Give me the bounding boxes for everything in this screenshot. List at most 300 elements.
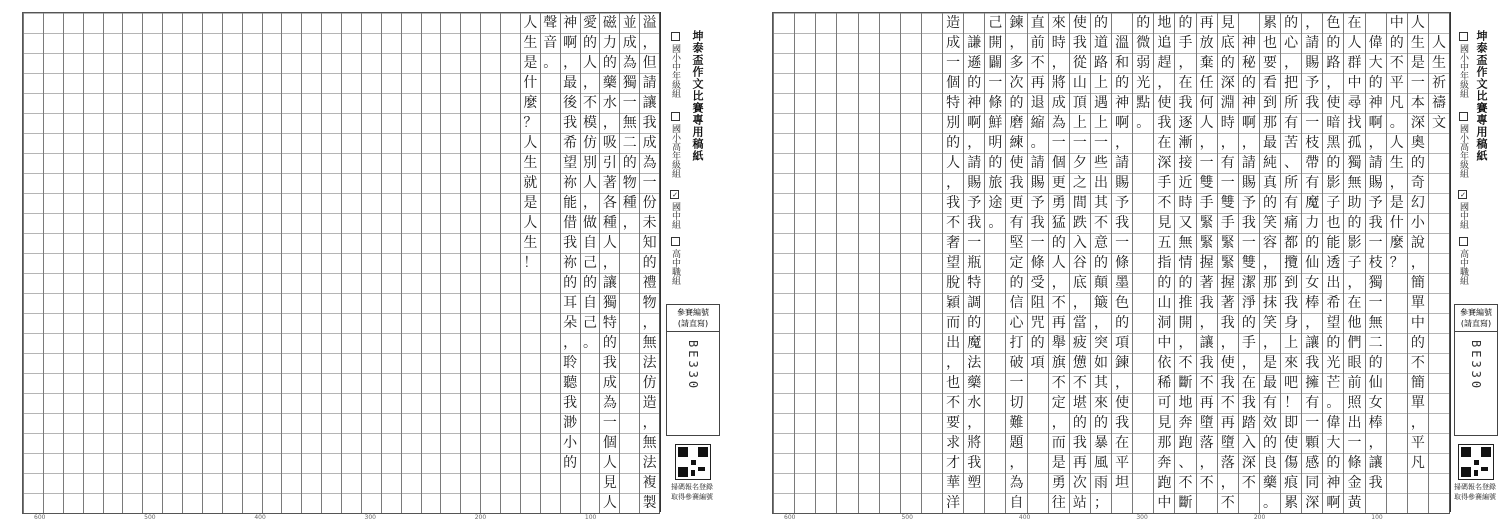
essay-char: 的 — [1178, 15, 1193, 31]
grid-cell — [342, 353, 361, 373]
grid-cell — [774, 253, 794, 273]
essay-char: ， — [1284, 55, 1299, 71]
grid-cell — [774, 293, 794, 313]
essay-char: 。 — [1389, 115, 1404, 131]
grid-cell — [837, 433, 857, 453]
essay-char: ， — [622, 215, 637, 231]
essay-char: 本 — [1410, 95, 1425, 111]
grid-cell — [461, 373, 480, 393]
essay-char: 風 — [1093, 455, 1108, 471]
grid-cell — [422, 413, 441, 433]
option-junior-high[interactable]: ✓國中組 — [670, 191, 680, 229]
grid-cell — [223, 413, 242, 433]
grid-cell — [302, 493, 321, 513]
grid-cell — [84, 493, 103, 513]
grid-cell — [84, 473, 103, 493]
grid-cell — [183, 433, 202, 453]
essay-char: 使 — [1326, 95, 1341, 111]
grid-cell — [163, 493, 182, 513]
essay-char: 啊 — [1241, 115, 1256, 131]
grid-cell — [243, 273, 262, 293]
grid-cell — [922, 293, 942, 313]
grid-cell — [816, 413, 836, 433]
essay-char: 些 — [1093, 155, 1108, 171]
essay-char: 人 — [1389, 135, 1404, 151]
form-sidebar — [660, 12, 723, 512]
grid-cell — [143, 413, 162, 433]
essay-char: 子 — [1347, 255, 1362, 271]
grid-cell — [203, 313, 222, 333]
essay-char: 的 — [1115, 75, 1130, 91]
option-senior-high[interactable]: 高中職組 — [1457, 237, 1470, 285]
grid-cell — [302, 233, 321, 253]
grid-cell — [243, 13, 262, 33]
essay-char: 推 — [1178, 295, 1193, 311]
essay-char: 我 — [1030, 215, 1045, 231]
grid-cell — [223, 193, 242, 213]
grid-cell — [362, 113, 381, 133]
essay-char: 大 — [1368, 55, 1383, 71]
essay-char: 祈 — [1431, 75, 1446, 91]
grid-cell — [322, 173, 341, 193]
grid-cell — [620, 253, 639, 273]
grid-cell — [322, 253, 341, 273]
essay-char: 的 — [602, 55, 617, 71]
grid-cell — [382, 153, 401, 173]
grid-cell — [964, 13, 984, 33]
essay-char: 看 — [1262, 75, 1277, 91]
manuscript-column — [1153, 13, 1174, 513]
essay-char: 偉 — [1368, 35, 1383, 51]
essay-char: 有 — [1305, 175, 1320, 191]
essay-char: 夕 — [1072, 155, 1087, 171]
grid-cell — [342, 93, 361, 113]
essay-char: 的 — [1326, 155, 1341, 171]
grid-cell — [880, 113, 900, 133]
grid-cell — [243, 393, 262, 413]
grid-cell — [461, 13, 480, 33]
grid-cell — [1133, 493, 1153, 513]
essay-char: 深 — [1241, 455, 1256, 471]
grid-cell — [24, 413, 43, 433]
essay-char: 在 — [1115, 435, 1130, 451]
essay-char: 落 — [1220, 455, 1235, 471]
essay-char: 再 — [1072, 455, 1087, 471]
grid-cell — [880, 393, 900, 413]
essay-char: 前 — [1347, 375, 1362, 391]
grid-cell — [342, 433, 361, 453]
grid-cell — [282, 433, 301, 453]
grid-cell — [816, 433, 836, 453]
grid-cell — [84, 373, 103, 393]
grid-cell — [163, 253, 182, 273]
essay-char: 我 — [563, 395, 578, 411]
essay-char: 但 — [642, 55, 657, 71]
essay-char: 的 — [1368, 75, 1383, 91]
essay-char: 我 — [1284, 295, 1299, 311]
grid-cell — [901, 73, 921, 93]
essay-char: 一 — [1199, 155, 1214, 171]
grid-cell — [901, 293, 921, 313]
grid-cell — [922, 13, 942, 33]
grid-cell — [282, 413, 301, 433]
grid-cell — [24, 213, 43, 233]
grid-cell — [84, 253, 103, 273]
essay-char: 種 — [622, 195, 637, 211]
option-elementary-upper[interactable]: 國小高年級組 — [1457, 112, 1470, 178]
grid-cell — [837, 13, 857, 33]
option-elementary-middle[interactable]: 國小中年級組 — [669, 32, 682, 98]
grid-cell — [402, 233, 421, 253]
option-senior-high[interactable]: 高中職組 — [669, 237, 682, 285]
grid-cell — [302, 153, 321, 173]
grid-cell — [382, 73, 401, 93]
grid-cell — [243, 233, 262, 253]
essay-char: 奇 — [1410, 175, 1425, 191]
grid-cell — [84, 153, 103, 173]
essay-char: 抹 — [1262, 295, 1277, 311]
option-elementary-upper[interactable]: 國小高年級組 — [669, 112, 682, 178]
grid-cell — [1133, 373, 1153, 393]
essay-char: 子 — [1326, 195, 1341, 211]
essay-char: 所 — [1284, 95, 1299, 111]
essay-char: 耳 — [563, 295, 578, 311]
grid-cell — [774, 93, 794, 113]
essay-char: ， — [602, 255, 617, 271]
essay-char: 請 — [1115, 155, 1130, 171]
essay-char: 的 — [1284, 15, 1299, 31]
essay-char: 種 — [602, 215, 617, 231]
grid-cell — [1429, 213, 1449, 233]
essay-char: 弱 — [1136, 55, 1151, 71]
grid-cell — [837, 253, 857, 273]
grid-cell — [837, 213, 857, 233]
essay-char: 予 — [1030, 195, 1045, 211]
grid-cell — [837, 73, 857, 93]
essay-char: 更 — [1009, 195, 1024, 211]
grid-cell — [64, 173, 83, 193]
essay-char: 在 — [1178, 75, 1193, 91]
grid-cell — [1429, 353, 1449, 373]
essay-char: 的 — [1178, 275, 1193, 291]
manuscript-column — [1238, 13, 1259, 513]
grid-cell — [163, 113, 182, 133]
grid-cell — [774, 473, 794, 493]
essay-char: 我 — [1009, 175, 1024, 191]
essay-char: 意 — [1093, 235, 1108, 251]
grid-cell — [422, 153, 441, 173]
grid-cell — [24, 493, 43, 513]
grid-cell — [322, 433, 341, 453]
essay-char: 痛 — [1284, 215, 1299, 231]
essay-char: 秘 — [1241, 55, 1256, 71]
essay-char: 一 — [1009, 375, 1024, 391]
grid-cell — [64, 113, 83, 133]
essay-char: 祢 — [563, 175, 578, 191]
grid-cell — [104, 153, 123, 173]
ruler-tick-label: 600 — [784, 514, 796, 521]
grid-cell — [123, 193, 142, 213]
grid-cell — [501, 313, 520, 333]
grid-cell — [143, 133, 162, 153]
grid-cell — [263, 13, 282, 33]
grid-cell — [243, 133, 262, 153]
essay-char: 把 — [1284, 75, 1299, 91]
grid-cell — [795, 413, 815, 433]
essay-char: 入 — [1072, 235, 1087, 251]
grid-cell — [342, 53, 361, 73]
grid-cell — [501, 113, 520, 133]
grid-cell — [64, 33, 83, 53]
grid-cell — [382, 233, 401, 253]
grid-cell — [795, 213, 815, 233]
grid-cell — [859, 393, 879, 413]
grid-cell — [521, 453, 540, 473]
grid-cell — [501, 193, 520, 213]
grid-cell — [322, 493, 341, 513]
essay-char: 人 — [523, 15, 538, 31]
manuscript-column — [794, 13, 815, 513]
grid-cell — [1133, 153, 1153, 173]
essay-char: 條 — [1347, 455, 1362, 471]
grid-cell — [461, 93, 480, 113]
grid-cell — [282, 473, 301, 493]
grid-cell — [342, 493, 361, 513]
grid-cell — [1133, 213, 1153, 233]
essay-char: 小 — [563, 435, 578, 451]
grid-cell — [163, 293, 182, 313]
essay-char: 祢 — [563, 255, 578, 271]
grid-cell — [24, 73, 43, 93]
grid-cell — [901, 373, 921, 393]
grid-cell — [1429, 193, 1449, 213]
grid-cell — [84, 173, 103, 193]
essay-char: 音 — [543, 35, 558, 51]
essay-char: ， — [563, 55, 578, 71]
grid-cell — [24, 93, 43, 113]
grid-cell — [985, 233, 1005, 253]
grid-cell — [816, 293, 836, 313]
essay-char: 神 — [563, 15, 578, 31]
essay-char: ， — [1241, 135, 1256, 151]
grid-cell — [24, 393, 43, 413]
grid-cell — [104, 493, 123, 513]
essay-char: 有 — [1220, 155, 1235, 171]
essay-char: 洞 — [1157, 315, 1172, 331]
grid-cell — [501, 213, 520, 233]
essay-char: 賜 — [1115, 175, 1130, 191]
grid-cell — [382, 453, 401, 473]
essay-char: 一 — [1093, 135, 1108, 151]
grid-cell — [441, 373, 460, 393]
essay-char: 法 — [642, 355, 657, 371]
manuscript-column — [1069, 13, 1090, 513]
essay-char: 出 — [1326, 275, 1341, 291]
grid-cell — [163, 233, 182, 253]
grid-cell — [880, 493, 900, 513]
grid-cell — [1133, 353, 1153, 373]
grid-cell — [501, 53, 520, 73]
grid-cell — [203, 353, 222, 373]
grid-cell — [223, 393, 242, 413]
grid-cell — [382, 253, 401, 273]
grid-cell — [143, 173, 162, 193]
manuscript-column — [142, 13, 162, 513]
manuscript-column — [1407, 13, 1428, 513]
essay-char: 一 — [1410, 75, 1425, 91]
grid-cell — [302, 93, 321, 113]
essay-char: 請 — [1241, 155, 1256, 171]
essay-char: 在 — [1347, 295, 1362, 311]
grid-cell — [1028, 413, 1048, 433]
essay-char: 中 — [1347, 75, 1362, 91]
grid-cell — [837, 113, 857, 133]
grid-cell — [880, 73, 900, 93]
essay-char: 人 — [1199, 115, 1214, 131]
essay-char: 的 — [1157, 275, 1172, 291]
essay-char: 時 — [1220, 115, 1235, 131]
grid-cell — [203, 93, 222, 113]
essay-char: 生 — [523, 155, 538, 171]
grid-cell — [203, 113, 222, 133]
essay-char: 是 — [1410, 55, 1425, 71]
grid-cell — [123, 433, 142, 453]
grid-cell — [302, 433, 321, 453]
grid-cell — [481, 393, 500, 413]
essay-char: 的 — [563, 275, 578, 291]
grid-cell — [922, 333, 942, 353]
grid-cell — [44, 13, 63, 33]
essay-char: 一 — [1347, 435, 1362, 451]
grid-cell — [322, 193, 341, 213]
essay-char: 枝 — [1368, 255, 1383, 271]
essay-char: 的 — [1347, 215, 1362, 231]
grid-cell — [402, 373, 421, 393]
essay-char: 直 — [1030, 15, 1045, 31]
essay-char: 跌 — [1072, 215, 1087, 231]
grid-cell — [501, 253, 520, 273]
essay-char: 單 — [1410, 395, 1425, 411]
grid-cell — [901, 473, 921, 493]
grid-cell — [521, 333, 540, 353]
essay-char: 上 — [1093, 75, 1108, 91]
page-ruler — [22, 514, 658, 528]
grid-cell — [922, 493, 942, 513]
grid-cell — [1429, 253, 1449, 273]
manuscript-column — [1027, 13, 1048, 513]
grid-cell — [24, 153, 43, 173]
grid-cell — [44, 233, 63, 253]
grid-cell — [481, 213, 500, 233]
essay-char: 的 — [967, 315, 982, 331]
essay-char: 予 — [1368, 195, 1383, 211]
grid-cell — [441, 333, 460, 353]
ruler-tick-label: 200 — [474, 514, 487, 521]
essay-char: 條 — [1115, 255, 1130, 271]
grid-cell — [901, 53, 921, 73]
grid-cell — [461, 73, 480, 93]
essay-char: 的 — [563, 455, 578, 471]
grid-cell — [263, 173, 282, 193]
grid-cell — [282, 113, 301, 133]
essay-char: ， — [1389, 175, 1404, 191]
grid-cell — [774, 393, 794, 413]
grid-cell — [461, 133, 480, 153]
essay-char: 造 — [946, 15, 961, 31]
essay-char: 踏 — [1241, 415, 1256, 431]
option-junior-high[interactable]: ✓國中組 — [1458, 191, 1468, 229]
grid-cell — [123, 453, 142, 473]
essay-char: 為 — [642, 155, 657, 171]
option-elementary-middle[interactable]: 國小中年級組 — [1457, 32, 1470, 98]
essay-char: 一 — [1030, 235, 1045, 251]
grid-cell — [541, 333, 560, 353]
essay-char: 底 — [1220, 35, 1235, 51]
grid-cell — [541, 113, 560, 133]
essay-char: 山 — [1157, 295, 1172, 311]
qr-code-icon[interactable] — [675, 444, 711, 480]
essay-char: 定 — [1051, 395, 1066, 411]
manuscript-column — [182, 13, 202, 513]
essay-char: 舉 — [1051, 335, 1066, 351]
grid-cell — [322, 453, 341, 473]
essay-char: 溢 — [642, 15, 657, 31]
essay-char: 賜 — [967, 175, 982, 191]
grid-cell — [837, 293, 857, 313]
grid-cell — [263, 413, 282, 433]
essay-char: ； — [1093, 495, 1108, 511]
grid-cell — [1112, 493, 1132, 513]
grid-cell — [322, 353, 341, 373]
grid-cell — [322, 273, 341, 293]
grid-cell — [263, 153, 282, 173]
manuscript-column — [1090, 13, 1111, 513]
qr-code-icon[interactable] — [1458, 444, 1494, 480]
grid-cell — [774, 313, 794, 333]
grid-cell — [985, 293, 1005, 313]
grid-cell — [461, 393, 480, 413]
grid-cell — [402, 273, 421, 293]
essay-char: 笑 — [1262, 315, 1277, 331]
grid-cell — [44, 213, 63, 233]
essay-char: 神 — [1241, 95, 1256, 111]
essay-char: 為 — [602, 395, 617, 411]
essay-char: 後 — [563, 95, 578, 111]
manuscript-column — [836, 13, 857, 513]
grid-cell — [422, 73, 441, 93]
grid-cell — [243, 53, 262, 73]
grid-cell — [104, 373, 123, 393]
manuscript-column — [63, 13, 83, 513]
grid-cell — [302, 133, 321, 153]
grid-cell — [501, 93, 520, 113]
essay-char: 棒 — [1368, 415, 1383, 431]
checkbox-checked-icon: ✓ — [671, 191, 679, 199]
essay-char: 要 — [946, 415, 961, 431]
essay-char: 不 — [1051, 295, 1066, 311]
grid-cell — [104, 353, 123, 373]
grid-cell — [1387, 493, 1407, 513]
grid-cell — [1387, 453, 1407, 473]
grid-cell — [84, 213, 103, 233]
grid-cell — [481, 493, 500, 513]
essay-char: 塑 — [967, 475, 982, 491]
essay-char: 一 — [1115, 235, 1130, 251]
essay-char: 人 — [602, 235, 617, 251]
essay-char: 一 — [1368, 235, 1383, 251]
ruler-tick-label: 100 — [584, 514, 597, 521]
grid-cell — [774, 193, 794, 213]
